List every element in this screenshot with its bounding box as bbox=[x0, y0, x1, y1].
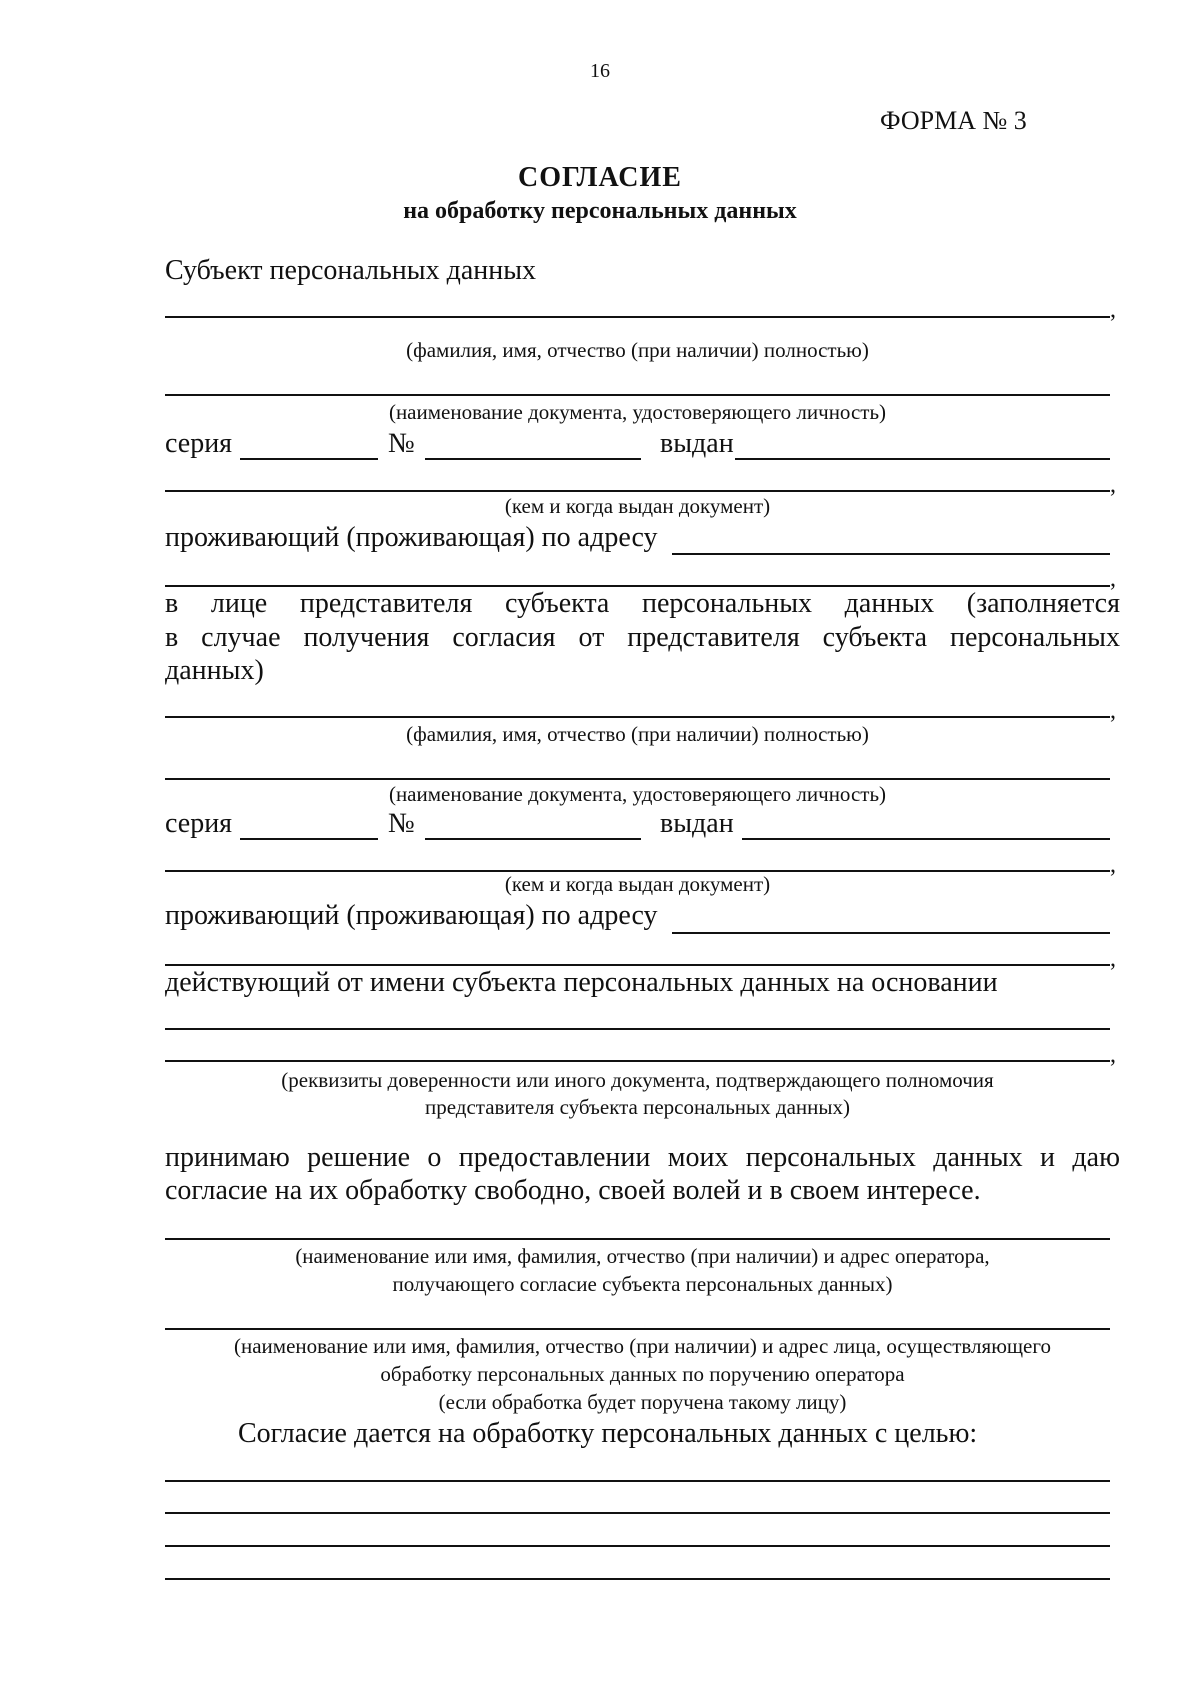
operator-line[interactable] bbox=[165, 1238, 1110, 1240]
caption-id-doc: (наименование документа, удостоверяющего личность) bbox=[388, 782, 887, 806]
representative-address-line-2[interactable] bbox=[165, 964, 1110, 966]
subject-series-field[interactable] bbox=[240, 458, 378, 460]
acting-basis-label: действующий от имени субъекта персональных данных на основании bbox=[165, 967, 998, 998]
number-label: № bbox=[388, 428, 415, 459]
series-label: серия bbox=[165, 808, 233, 839]
residing-label: проживающий (проживающая) по адресу bbox=[165, 522, 658, 553]
caption-fio: (фамилия, имя, отчество (при наличии) полностью) bbox=[406, 338, 869, 362]
caption-issued-by: (кем и когда выдан документ) bbox=[504, 494, 771, 518]
caption-poa-line-1: (реквизиты доверенности или иного документа, подтверждающего полномочия bbox=[281, 1068, 994, 1092]
decision-text-line-2: согласие на их обработку свободно, своей волей и в своем интересе. bbox=[165, 1175, 981, 1206]
page-number: 16 bbox=[590, 60, 610, 82]
document-title: СОГЛАСИЕ bbox=[518, 162, 682, 193]
representative-id-doc-line[interactable] bbox=[165, 778, 1110, 780]
caption-processor-line-1: (наименование или имя, фамилия, отчество (при наличии) и адрес лица, осуществляющего bbox=[234, 1334, 1051, 1358]
acting-basis-line-2[interactable] bbox=[165, 1060, 1110, 1062]
representative-text-line-1: в лице представителя субъекта персональных данных (заполняется bbox=[165, 588, 1120, 619]
caption-processor-line-3: (если обработка будет поручена такому лицу) bbox=[438, 1390, 847, 1414]
representative-address-field[interactable] bbox=[672, 932, 1110, 934]
subject-id-doc-line[interactable] bbox=[165, 394, 1110, 396]
representative-series-field[interactable] bbox=[240, 838, 378, 840]
comma: , bbox=[1110, 472, 1116, 498]
caption-issued-by: (кем и когда выдан документ) bbox=[504, 872, 771, 896]
comma: , bbox=[1110, 698, 1116, 724]
comma: , bbox=[1110, 1042, 1116, 1068]
issued-label: выдан bbox=[660, 808, 734, 839]
representative-number-field[interactable] bbox=[425, 838, 641, 840]
subject-address-field[interactable] bbox=[672, 553, 1110, 555]
acting-basis-line-1[interactable] bbox=[165, 1028, 1110, 1030]
caption-poa-line-2: представителя субъекта персональных данных) bbox=[425, 1095, 850, 1119]
issued-label: выдан bbox=[660, 428, 734, 459]
caption-id-doc: (наименование документа, удостоверяющего личность) bbox=[388, 400, 887, 424]
purpose-label: Согласие дается на обработку персональных данных с целью: bbox=[238, 1418, 978, 1449]
document-subtitle: на обработку персональных данных bbox=[403, 198, 797, 224]
representative-fio-line[interactable] bbox=[165, 716, 1110, 718]
caption-processor-line-2: обработку персональных данных по поручению оператора bbox=[380, 1362, 905, 1386]
form-label: ФОРМА № 3 bbox=[880, 106, 1027, 135]
subject-fio-line[interactable] bbox=[165, 316, 1110, 318]
subject-number-field[interactable] bbox=[425, 458, 641, 460]
representative-issued-field[interactable] bbox=[742, 838, 1110, 840]
comma: , bbox=[1110, 566, 1116, 592]
processor-line[interactable] bbox=[165, 1328, 1110, 1330]
comma: , bbox=[1110, 852, 1116, 878]
residing-label: проживающий (проживающая) по адресу bbox=[165, 900, 658, 931]
comma: , bbox=[1110, 297, 1116, 323]
purpose-line-1[interactable] bbox=[165, 1480, 1110, 1482]
subject-issued-field[interactable] bbox=[735, 458, 1110, 460]
comma: , bbox=[1110, 946, 1116, 972]
caption-fio: (фамилия, имя, отчество (при наличии) полностью) bbox=[406, 722, 869, 746]
subject-issued-by-line[interactable] bbox=[165, 490, 1110, 492]
number-label: № bbox=[388, 808, 415, 839]
purpose-line-3[interactable] bbox=[165, 1545, 1110, 1547]
purpose-line-4[interactable] bbox=[165, 1578, 1110, 1580]
decision-text-line-1: принимаю решение о предоставлении моих персональных данных и даю bbox=[165, 1142, 1120, 1173]
series-label: серия bbox=[165, 428, 233, 459]
subject-address-line-2[interactable] bbox=[165, 585, 1110, 587]
purpose-line-2[interactable] bbox=[165, 1512, 1110, 1514]
subject-label: Субъект персональных данных bbox=[165, 255, 537, 286]
caption-operator-line-1: (наименование или имя, фамилия, отчество (при наличии) и адрес оператора, bbox=[295, 1244, 990, 1268]
representative-text-line-2: в случае получения согласия от представителя субъекта персональных bbox=[165, 622, 1120, 653]
caption-operator-line-2: получающего согласие субъекта персональных данных) bbox=[392, 1272, 893, 1296]
representative-text-line-3: данных) bbox=[165, 655, 264, 686]
